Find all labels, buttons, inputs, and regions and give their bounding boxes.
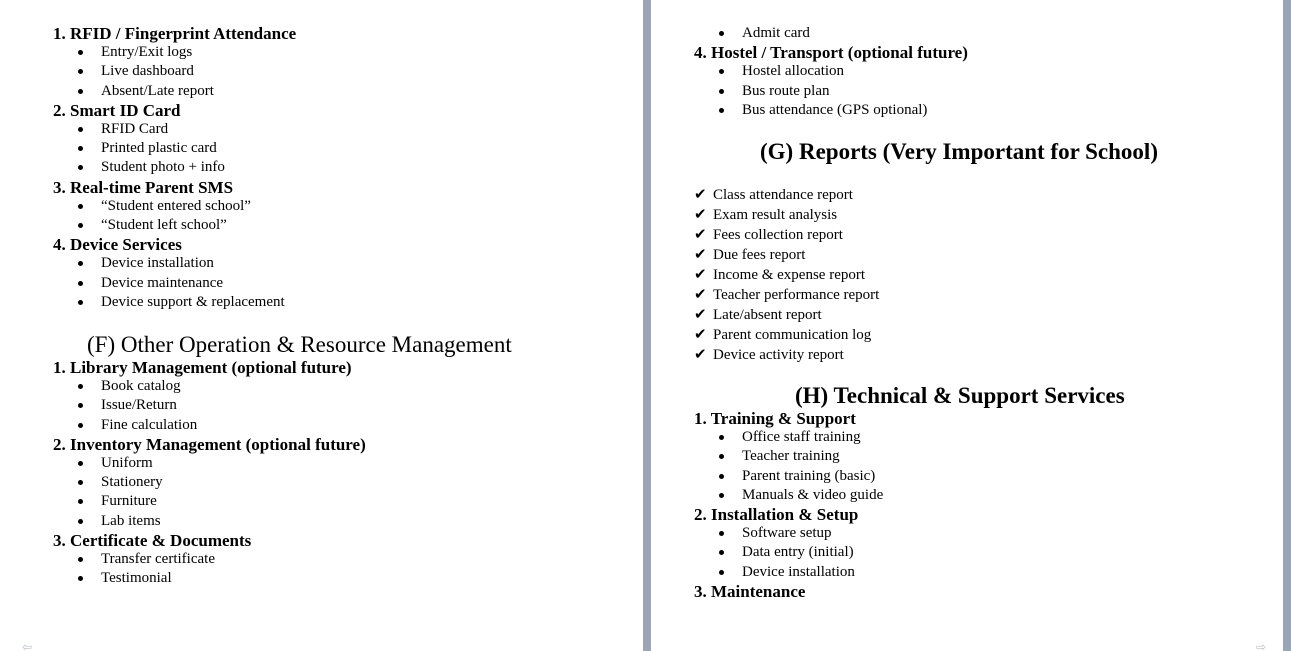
list-item: Live dashboard xyxy=(101,63,194,80)
bullet-icon xyxy=(78,480,83,485)
bullet-icon xyxy=(78,261,83,266)
list-item: Admit card xyxy=(742,25,810,41)
checkmark-icon: ✔ xyxy=(694,225,707,243)
bullet-icon xyxy=(78,519,83,524)
bullet-icon xyxy=(78,165,83,170)
bullet-icon xyxy=(719,31,724,36)
bullet-icon xyxy=(78,204,83,209)
checkmark-icon: ✔ xyxy=(694,285,707,303)
list-item: “Student entered school” xyxy=(101,197,251,214)
list-item: Issue/Return xyxy=(101,397,177,414)
list-item: Teacher training xyxy=(742,448,840,465)
section-title: (G) Reports (Very Important for School) xyxy=(760,139,1158,164)
list-item: Software setup xyxy=(742,525,832,542)
report-label: Late/absent report xyxy=(713,307,822,323)
list-item: Book catalog xyxy=(101,378,181,395)
numbered-heading: 2. Smart ID Card xyxy=(53,100,181,120)
bullet-icon xyxy=(78,499,83,504)
bullet-icon xyxy=(719,550,724,555)
bullet-icon xyxy=(78,223,83,228)
list-item: Fine calculation xyxy=(101,416,198,433)
list-item: Bus route plan xyxy=(742,82,830,99)
section-title: (H) Technical & Support Services xyxy=(795,383,1125,408)
bullet-icon xyxy=(719,89,724,94)
numbered-heading: 1. Training & Support xyxy=(694,409,856,428)
list-item: Furniture xyxy=(101,493,157,510)
bullet-icon xyxy=(78,423,83,428)
checkmark-icon: ✔ xyxy=(694,185,707,203)
checkmark-icon: ✔ xyxy=(694,205,707,223)
list-item: Device support & replacement xyxy=(101,293,285,310)
checkmark-icon: ✔ xyxy=(694,265,707,283)
report-label: Parent communication log xyxy=(713,327,872,343)
list-item: Data entry (initial) xyxy=(742,544,854,561)
bullet-icon xyxy=(78,89,83,94)
bullet-icon xyxy=(78,281,83,286)
list-item: Stationery xyxy=(101,474,163,491)
report-item xyxy=(694,284,879,305)
list-item: Bus attendance (GPS optional) xyxy=(742,101,928,118)
bullet-icon xyxy=(719,493,724,498)
report-label: Class attendance report xyxy=(713,187,853,203)
numbered-heading: 1. Library Management (optional future) xyxy=(53,358,352,377)
checkmark-icon: ✔ xyxy=(694,345,707,363)
checkmark-icon: ✔ xyxy=(694,305,707,323)
list-item: Absent/Late report xyxy=(101,82,214,99)
bullet-icon xyxy=(719,108,724,113)
numbered-heading: 4. Hostel / Transport (optional future) xyxy=(694,43,968,63)
checkmark-icon: ✔ xyxy=(694,325,707,343)
section-title: (F) Other Operation & Resource Management xyxy=(87,332,512,357)
bullet-icon xyxy=(78,576,83,581)
report-label: Teacher performance report xyxy=(713,287,880,303)
report-label: Fees collection report xyxy=(713,227,843,243)
list-item: RFID Card xyxy=(101,121,169,137)
report-item xyxy=(694,184,853,205)
list-item: Printed plastic card xyxy=(101,140,217,157)
list-item: Device maintenance xyxy=(101,274,224,291)
numbered-heading: 4. Device Services xyxy=(53,235,182,255)
list-item: Lab items xyxy=(101,512,161,529)
bullet-icon xyxy=(78,461,83,466)
list-item: Uniform xyxy=(101,455,153,471)
report-label: Device activity report xyxy=(713,347,844,363)
bullet-icon xyxy=(719,435,724,440)
report-label: Exam result analysis xyxy=(713,207,838,223)
report-item xyxy=(694,224,843,245)
report-item xyxy=(694,264,865,285)
bullet-icon xyxy=(78,50,83,55)
list-item: Office staff training xyxy=(742,429,861,446)
report-item xyxy=(694,324,871,345)
bullet-icon xyxy=(78,557,83,562)
next-page-icon[interactable]: ⇨ xyxy=(1256,640,1267,651)
list-item: Parent training (basic) xyxy=(742,467,876,484)
previous-page-icon[interactable]: ⇦ xyxy=(22,640,33,651)
list-item: Entry/Exit logs xyxy=(101,44,193,61)
document-page-left xyxy=(0,0,643,651)
bullet-icon xyxy=(719,474,724,479)
bullet-icon xyxy=(78,384,83,389)
numbered-heading: 3. Real-time Parent SMS xyxy=(53,177,234,197)
list-item: Manuals & video guide xyxy=(742,486,884,503)
list-item: Testimonial xyxy=(101,570,172,587)
bullet-icon xyxy=(78,69,83,74)
bullet-icon xyxy=(78,127,83,132)
numbered-heading: 3. Maintenance xyxy=(694,581,806,601)
list-item: Student photo + info xyxy=(101,159,225,176)
report-label: Income & expense report xyxy=(713,267,866,283)
bullet-icon xyxy=(719,570,724,575)
list-item: Hostel allocation xyxy=(742,63,845,80)
list-item: Device installation xyxy=(101,255,214,272)
bullet-icon xyxy=(719,69,724,74)
list-item: Device installation xyxy=(742,563,855,580)
report-item xyxy=(694,344,844,365)
report-item xyxy=(694,304,822,325)
report-label: Due fees report xyxy=(713,247,806,263)
numbered-heading: 1. RFID / Fingerprint Attendance xyxy=(53,24,297,43)
bullet-icon xyxy=(78,403,83,408)
list-item: Transfer certificate xyxy=(101,551,215,567)
bullet-icon xyxy=(719,454,724,459)
list-item: “Student left school” xyxy=(101,217,227,233)
bullet-icon xyxy=(78,300,83,305)
numbered-heading: 2. Inventory Management (optional future) xyxy=(53,434,366,454)
bullet-icon xyxy=(719,531,724,536)
document-page-right xyxy=(651,0,1283,651)
numbered-heading: 2. Installation & Setup xyxy=(694,505,859,524)
checkmark-icon: ✔ xyxy=(694,245,707,263)
report-item xyxy=(694,244,805,265)
numbered-heading: 3. Certificate & Documents xyxy=(53,530,252,550)
bullet-icon xyxy=(78,146,83,151)
report-item xyxy=(694,204,837,225)
